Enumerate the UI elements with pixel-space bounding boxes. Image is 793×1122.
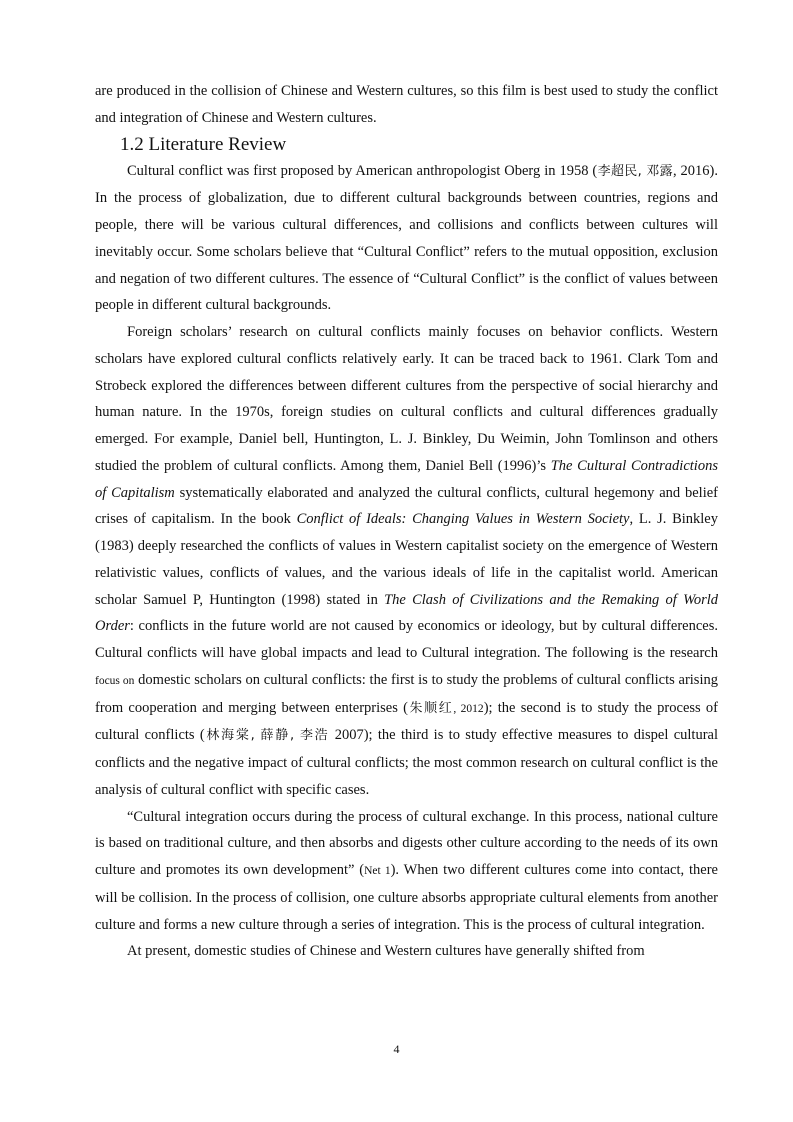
paragraph-cultural-integration	[95, 804, 718, 939]
text-run: systematically elaborated and analyzed the cultural conflicts, cultural hegemony and belief crises of capitalism. In the book	[95, 484, 718, 528]
text-run: ). When two different cultures come into contact, there will be collision. In the process of collision, one culture absorbs appropriate cultural elements from another culture and forms a new culture through a series of integration. This is the process of cultural integration.	[95, 862, 718, 933]
text-run: , L. J. Binkley (1983) deeply researched the conflicts of values in Western capitalist society on the emergence of Western relativistic values, conflicts of values, and the various ideals of life in the capitalist world. American scholar Samuel P, Huntington (1998) stated in	[95, 511, 718, 608]
text-run-small: focus on	[95, 674, 135, 687]
citation-author: 朱顺红	[407, 700, 454, 716]
text-run: “Cultural integration occurs during the process of cultural exchange. In this process, national culture is based on traditional culture, and then absorbs and digests other culture according to the needs of its own culture and promotes its own development” (	[95, 808, 718, 878]
paragraph-continued	[95, 78, 718, 132]
text-run: ); the second is to study the process of cultural conflicts (	[95, 699, 718, 744]
book-title: The Cultural Contradictions of Capitalism	[95, 457, 718, 501]
book-title: Conflict of Ideals: Changing Values in Western Society	[296, 511, 630, 528]
text-run: domestic scholars on cultural conflicts: the first is to study the problems of cultural conflicts arising from cooperation and merging between enterprises (	[95, 671, 718, 716]
page-body	[95, 78, 718, 965]
text-run: , 2016). In the process of globalization, due to different cultural backgrounds between countries, regions and people, there will be various cultural differences, and collisions and conflicts between cultures will inevitably occur. Some scholars believe that “Cultural Conflict” refers to the mutual opposition, exclusion and negation of two different cultures. The essence of “Cultural Conflict” is the conflict of values between people in different cultural backgrounds.	[95, 162, 719, 314]
paragraph-cultural-conflict-origin	[95, 158, 718, 320]
text-run: : conflicts in the future world are not caused by economics or ideology, but by cultural differences. Cultural conflicts will have global impacts and lead to Cultural integration. The following is the research	[95, 618, 718, 661]
paragraph-text: At present, domestic studies of Chinese and Western cultures have generally shifted from	[127, 943, 645, 960]
paragraph-text: are produced in the collision of Chinese and Western cultures, so this film is best used to study the conflict and integration of Chinese and Western cultures.	[95, 83, 718, 126]
citation-net: Net 1	[364, 865, 391, 877]
paragraph-domestic-studies	[95, 938, 718, 965]
text-run: Cultural conflict was first proposed by American anthropologist Oberg in 1958 (	[127, 162, 598, 179]
citation-author: 李超民, 邓露	[597, 163, 673, 179]
citation-author: 林海棠, 薛静, 李浩	[204, 728, 330, 744]
text-run: 2007); the third is to study effective measures to dispel cultural conflicts and the negative impact of cultural conflicts; the most common research on cultural conflict is the analysis of cultural conflict with specific cases.	[95, 727, 718, 798]
book-title: The Clash of Civilizations and the Remaking of World Order	[95, 591, 719, 635]
section-heading: 1.2 Literature Review	[120, 133, 287, 155]
page-number: 4	[393, 1042, 400, 1056]
text-run: Foreign scholars’ research on cultural conflicts mainly focuses on behavior conflicts. Western scholars have explored cultural conflicts relatively early. It can be traced back to 1961. Clark Tom and Strobeck explored the differences between different cultures from the perspective of social hierarchy and human nature. In the 1970s, foreign studies on cultural conflicts and cultural differences gradually emerged. For example, Daniel bell, Huntington, L. J. Binkley, Du Weimin, John Tomlinson and others studied the problem of cultural conflicts. Among them, Daniel Bell (1996)’s	[95, 324, 718, 474]
citation-year: , 2012	[453, 702, 484, 715]
paragraph-foreign-scholars	[95, 319, 718, 804]
